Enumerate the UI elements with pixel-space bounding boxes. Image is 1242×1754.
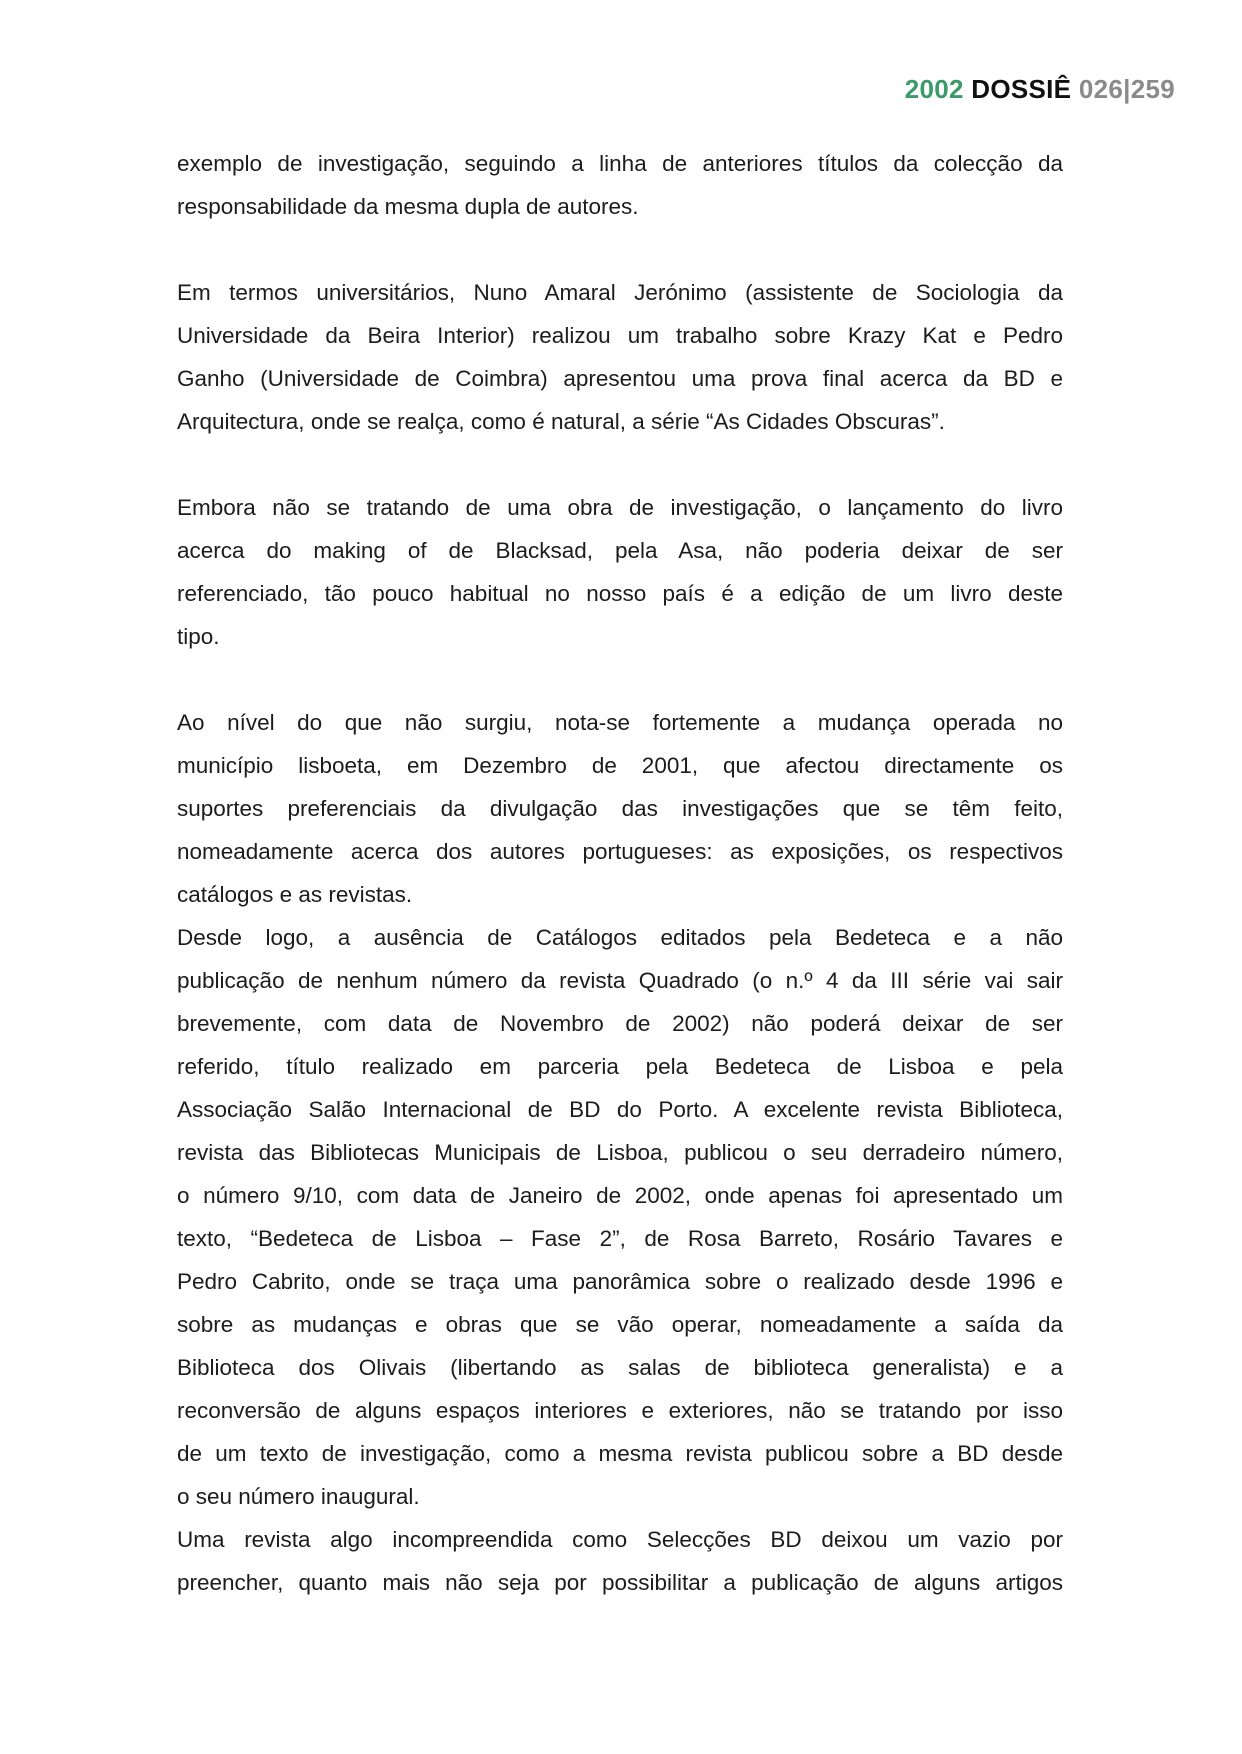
text-line: suportes preferenciais da divulgação das investigações que se têm feito,: [177, 796, 1063, 821]
text-line: Biblioteca dos Olivais (libertando as salas de biblioteca generalista) e a: [177, 1355, 1063, 1380]
text-line: o número 9/10, com data de Janeiro de 2002, onde apenas foi apresentado um: [177, 1183, 1063, 1208]
text-line: brevemente, com data de Novembro de 2002) não poderá deixar de ser: [177, 1011, 1063, 1036]
text-line: Associação Salão Internacional de BD do Porto. A excelente revista Biblioteca,: [177, 1097, 1063, 1122]
text-line: Ganho (Universidade de Coimbra) apresentou uma prova final acerca da BD e: [177, 366, 1063, 391]
paragraph: [177, 271, 1063, 443]
text-line: de um texto de investigação, como a mesma revista publicou sobre a BD desde: [177, 1441, 1063, 1466]
text-line: município lisboeta, em Dezembro de 2001, que afectou directamente os: [177, 753, 1063, 778]
text-line: revista das Bibliotecas Municipais de Lisboa, publicou o seu derradeiro número,: [177, 1140, 1063, 1165]
text-line: referenciado, tão pouco habitual no nosso país é a edição de um livro deste: [177, 581, 1063, 606]
text-line: texto, “Bedeteca de Lisboa – Fase 2”, de Rosa Barreto, Rosário Tavares e: [177, 1226, 1063, 1251]
text-line: Arquitectura, onde se realça, como é natural, a série “As Cidades Obscuras”.: [177, 409, 945, 434]
text-line: tipo.: [177, 624, 220, 649]
text-line: Embora não se tratando de uma obra de investigação, o lançamento do livro: [177, 495, 1063, 520]
text-line: Desde logo, a ausência de Catálogos editados pela Bedeteca e a não: [177, 925, 1063, 950]
text-line: exemplo de investigação, seguindo a linha de anteriores títulos da colecção da: [177, 151, 1063, 176]
header-year: 2002: [904, 74, 964, 104]
text-line: publicação de nenhum número da revista Quadrado (o n.º 4 da III série vai sair: [177, 968, 1063, 993]
text-line: referido, título realizado em parceria pela Bedeteca de Lisboa e pela: [177, 1054, 1063, 1079]
text-line: nomeadamente acerca dos autores portugueses: as exposições, os respectivos: [177, 839, 1063, 864]
body-text: [177, 142, 1063, 1604]
text-line: acerca do making of de Blacksad, pela Asa, não poderia deixar de ser: [177, 538, 1063, 563]
text-line: Pedro Cabrito, onde se traça uma panorâmica sobre o realizado desde 1996 e: [177, 1269, 1063, 1294]
header-page-number: 026|259: [1078, 74, 1175, 104]
text-line: preencher, quanto mais não seja por possibilitar a publicação de alguns artigos: [177, 1570, 1063, 1595]
paragraph: [177, 1518, 1063, 1604]
header-title: DOSSIÊ: [971, 74, 1072, 104]
running-header: [905, 74, 1175, 105]
text-line: Em termos universitários, Nuno Amaral Jerónimo (assistente de Sociologia da: [177, 280, 1063, 305]
paragraph: [177, 142, 1063, 228]
text-line: reconversão de alguns espaços interiores e exteriores, não se tratando por isso: [177, 1398, 1063, 1423]
text-line: sobre as mudanças e obras que se vão operar, nomeadamente a saída da: [177, 1312, 1063, 1337]
text-line: Ao nível do que não surgiu, nota-se fortemente a mudança operada no: [177, 710, 1063, 735]
paragraph: [177, 916, 1063, 1518]
text-line: catálogos e as revistas.: [177, 882, 413, 907]
text-line: o seu número inaugural.: [177, 1484, 420, 1509]
text-line: responsabilidade da mesma dupla de autores.: [177, 194, 639, 219]
text-line: Universidade da Beira Interior) realizou um trabalho sobre Krazy Kat e Pedro: [177, 323, 1063, 348]
paragraph: [177, 701, 1063, 916]
paragraph: [177, 486, 1063, 658]
text-line: Uma revista algo incompreendida como Selecções BD deixou um vazio por: [177, 1527, 1063, 1552]
